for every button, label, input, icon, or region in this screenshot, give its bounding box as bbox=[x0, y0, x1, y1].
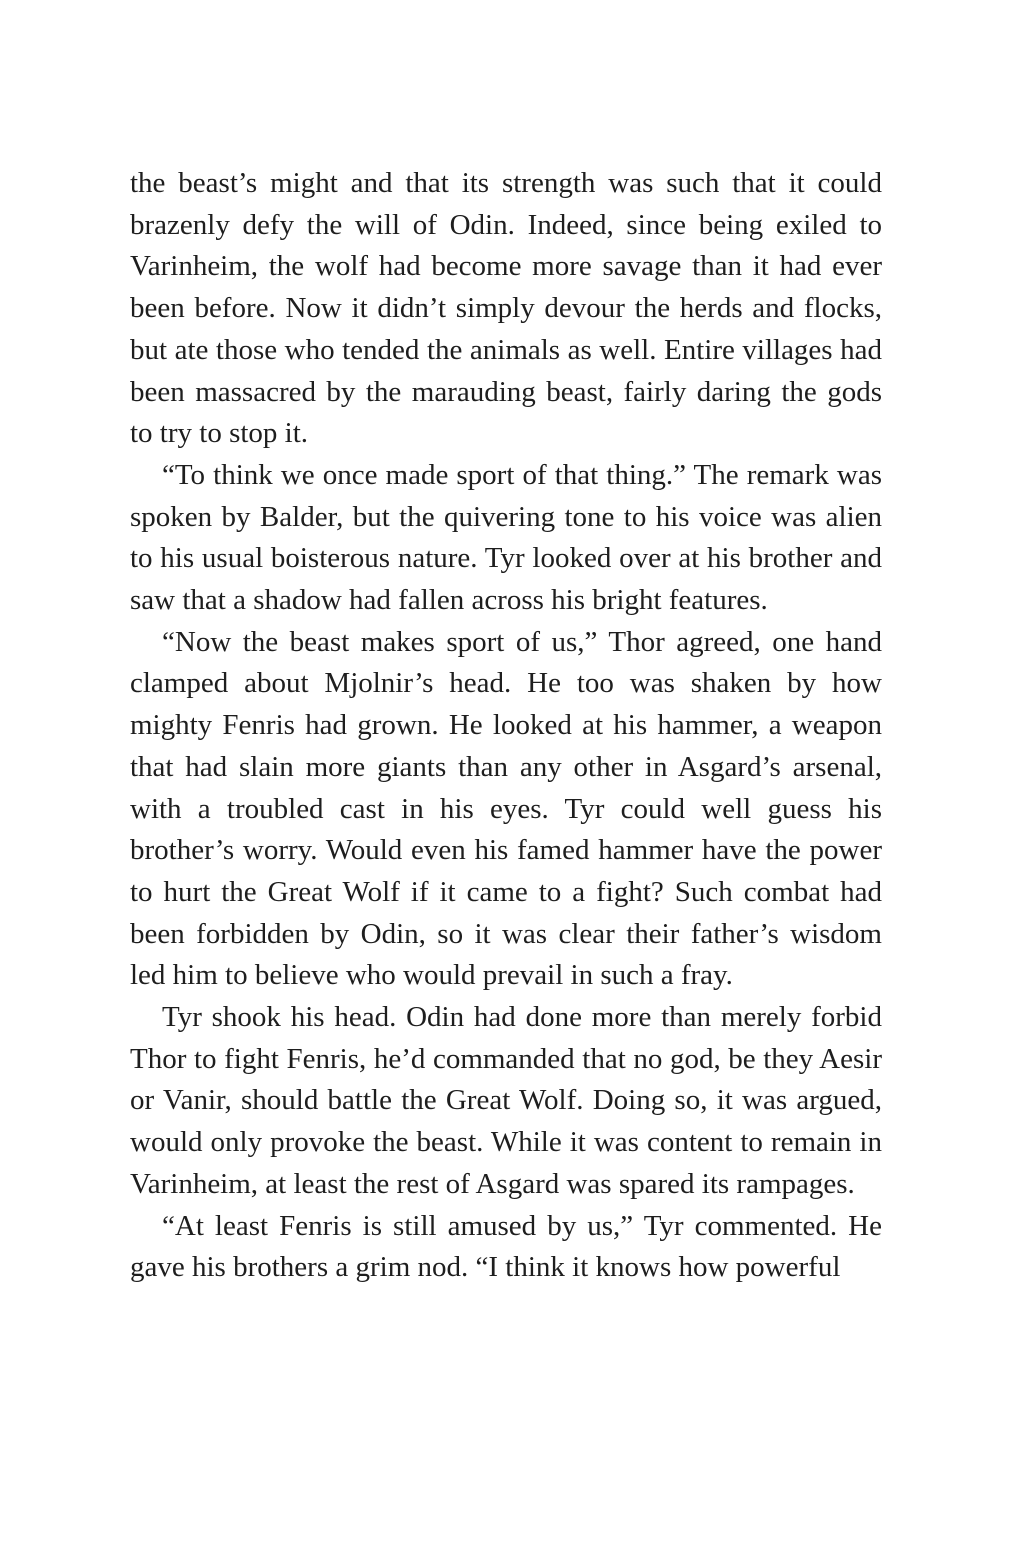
paragraph-2: “To think we once made sport of that thing.” The remark was spoken by Balder, but the quivering tone to his voice was alien to his usual boisterous nature. Tyr looked over at his brother and saw that a shadow had fallen across his bright features. bbox=[130, 458, 882, 617]
paragraph-4: Tyr shook his head. Odin had done more than merely forbid Thor to fight Fenris, he’d commanded that no god, be they Aesir or Vanir, should battle the Great Wolf. Doing so, it was argued, would only provoke the beast. While it was content to remain in Varinheim, at least the rest of Asgard was spared its rampages. bbox=[130, 1001, 882, 1200]
paragraph-1: the beast’s might and that its strength was such that it could brazenly defy the will of Odin. Indeed, since being exiled to Varinheim, the wolf had become more savage than it had ever been before. Now it didn’t simply devour the herds and flocks, but ate those who tended the animals as well. Entire villages had been massacred by the marauding beast, fairly daring the gods to try to stop it. bbox=[130, 167, 882, 450]
paragraph-5: “At least Fenris is still amused by us,” Tyr commented. He gave his brothers a grim nod. “I think it knows how powerful bbox=[130, 1209, 882, 1284]
paragraph-3: “Now the beast makes sport of us,” Thor agreed, one hand clamped about Mjolnir’s head. He too was shaken by how mighty Fenris had grown. He looked at his hammer, a weapon that had slain more giants than any other in Asgard’s arsenal, with a troubled cast in his eyes. Tyr could well guess his brother’s worry. Would even his famed hammer have the power to hurt the Great Wolf if it came to a fight? Such combat had been forbidden by Odin, so it was clear their father’s wisdom led him to believe who would prevail in such a fray. bbox=[130, 625, 882, 992]
book-page bbox=[130, 163, 882, 1289]
